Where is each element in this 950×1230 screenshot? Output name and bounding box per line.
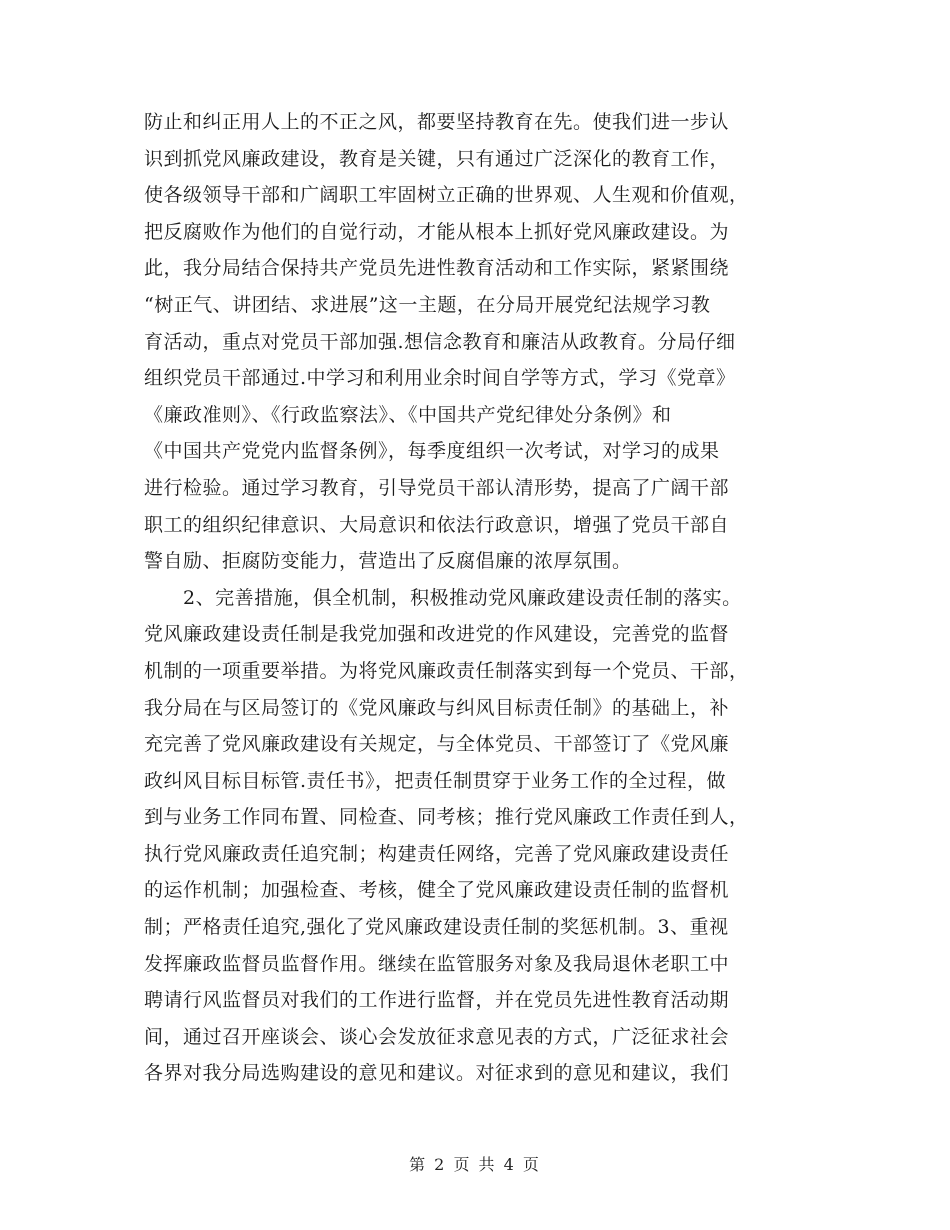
text-line: “树正气、讲团结、求进展”这一主题，在分局开展党纪法规学习教 [144, 293, 711, 316]
text-line: 各界对我分局选购建设的意见和建议。对征求到的意见和建议，我们 [144, 1062, 730, 1085]
text-line: 此，我分局结合保持共产党员先进性教育活动和工作实际，紧紧围绕 [144, 257, 730, 280]
text-line: 充完善了党风廉政建设有关规定，与全体党员、干部签订了《党风廉 [144, 733, 730, 756]
text-line: 执行党风廉政责任追究制；构建责任网络，完善了党风廉政建设责任 [144, 842, 730, 865]
text-line: 组织党员干部通过.中学习和利用业余时间自学等方式，学习《党章》 [144, 367, 736, 390]
text-line: 我分局在与区局签订的《党风廉政与纠风目标责任制》的基础上，补 [144, 696, 730, 719]
text-line: 育活动，重点对党员干部加强.想信念教育和廉洁从政教育。分局仔细 [144, 330, 736, 353]
text-line: 职工的组织纪律意识、大局意识和依法行政意识，增强了党员干部自 [144, 513, 730, 536]
text-line: 把反腐败作为他们的自觉行动，才能从根本上抓好党风廉政建设。为 [144, 220, 730, 243]
page-number-footer: 第 2 页 共 4 页 [409, 1155, 541, 1174]
text-line: 使各级领导干部和广阔职工牢固树立正确的世界观、人生观和价值观， [144, 184, 749, 207]
body-text [144, 104, 809, 1092]
text-line: 《中国共产党党内监督条例》，每季度组织一次考试，对学习的成果 [144, 440, 720, 463]
text-line: 《廉政准则》、《行政监察法》、《中国共产党纪律处分条例》和 [144, 403, 672, 426]
text-line: 识到抓党风廉政建设，教育是关键，只有通过广泛深化的教育工作， [144, 147, 730, 170]
text-line: 党风廉政建设责任制是我党加强和改进党的作风建设，完善党的监督 [144, 623, 730, 646]
text-line: 防止和纠正用人上的不正之风，都要坚持教育在先。使我们进一步认 [144, 111, 730, 133]
text-line: 发挥廉政监督员监督作用。继续在监管服务对象及我局退休老职工中 [144, 952, 730, 975]
text-line: 政纠风目标目标管.责任书》，把责任制贯穿于业务工作的全过程，做 [144, 769, 727, 792]
text-line: 进行检验。通过学习教育，引导党员干部认清形势，提高了广阔干部 [144, 476, 730, 499]
text-line: 间，通过召开座谈会、谈心会发放征求意见表的方式，广泛征求社会 [144, 1025, 730, 1048]
text-line: 的运作机制；加强检查、考核，健全了党风廉政建设责任制的监督机 [144, 879, 730, 902]
text-line: 到与业务工作同布置、同检查、同考核；推行党风廉政工作责任到人， [144, 806, 749, 829]
text-line: 机制的一项重要举措。为将党风廉政责任制落实到每一个党员、干部， [144, 659, 749, 682]
text-line: 聘请行风监督员对我们的工作进行监督，并在党员先进性教育活动期 [144, 989, 730, 1012]
section-heading-line: 2、完善措施，俱全机制，积极推动党风廉政建设责任制的落实。 [183, 586, 742, 609]
text-line: 制；严格责任追究,强化了党风廉政建设责任制的奖惩机制。3、重视 [144, 916, 729, 939]
text-line: 警自励、拒腐防变能力，营造出了反腐倡廉的浓厚氛围。 [144, 550, 632, 573]
